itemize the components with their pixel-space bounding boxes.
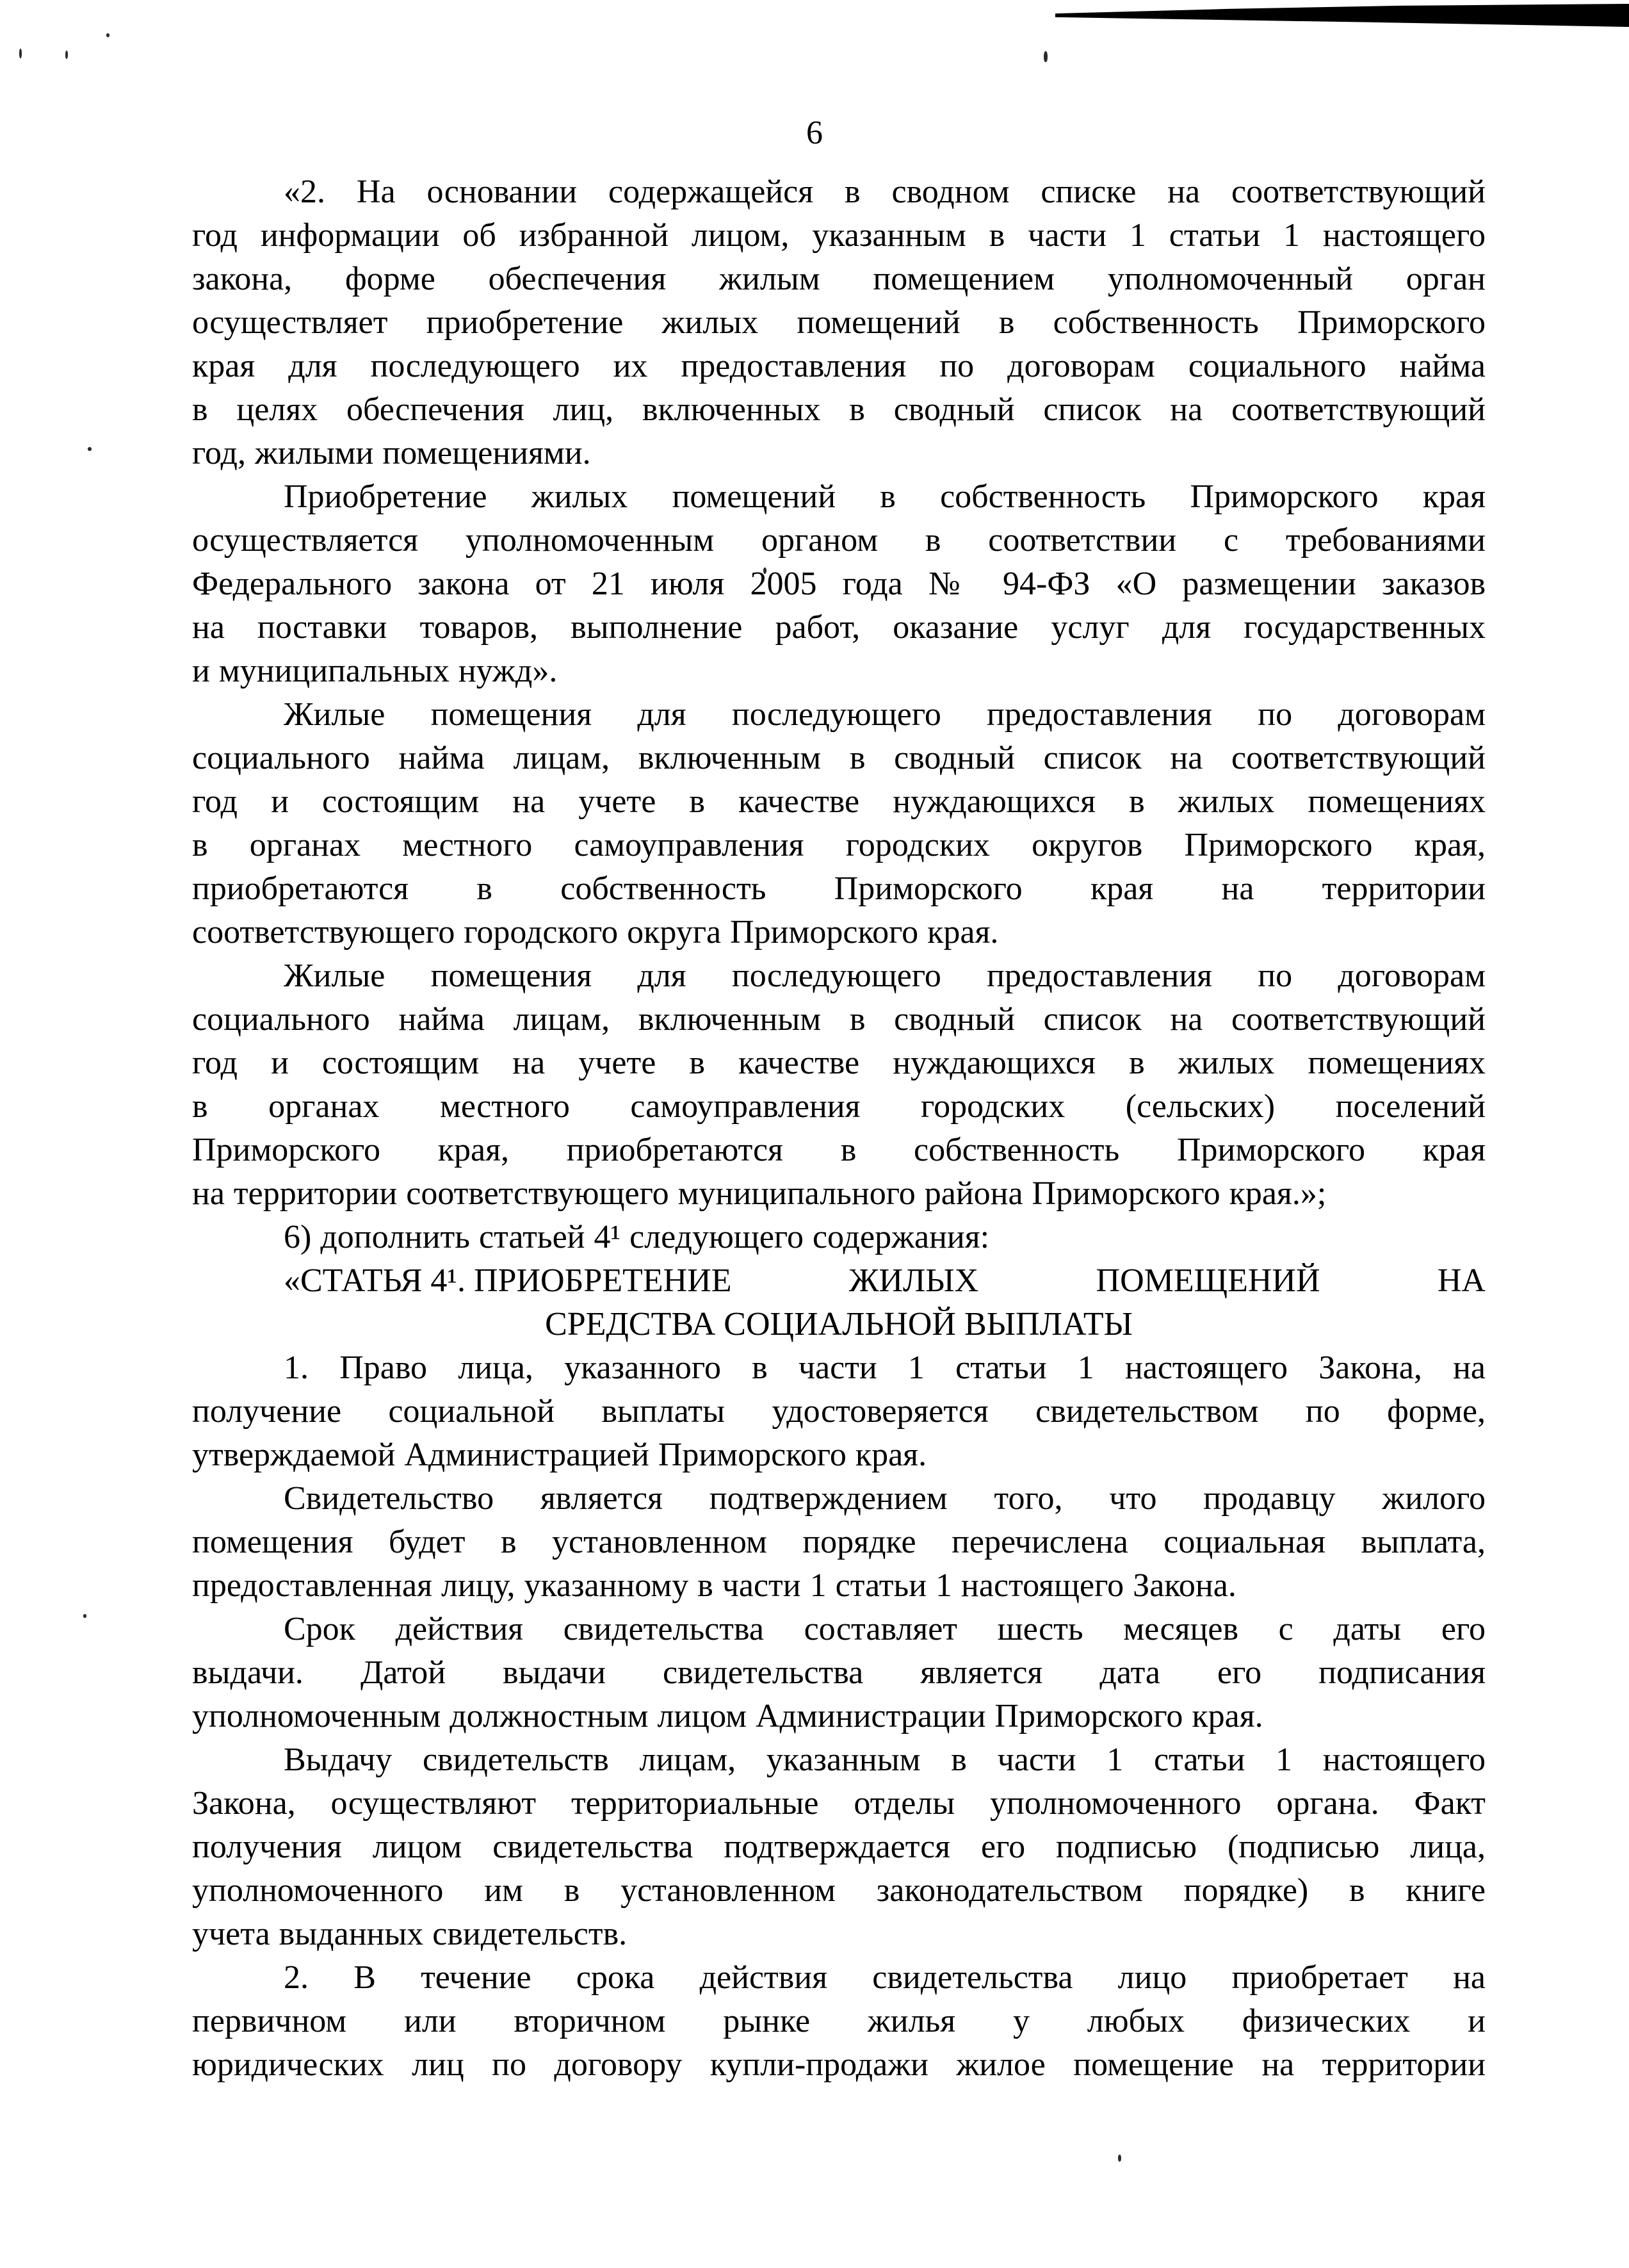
heading-part-word: НА [1437, 1262, 1486, 1299]
article-heading-line-2: СРЕДСТВА СОЦИАЛЬНОЙ ВЫПЛАТЫ [545, 1306, 1133, 1342]
text-line: в органах местного самоуправления городских (сельских) поселений [192, 1088, 1486, 1125]
text-line: получения лицом свидетельства подтверждается его подписью (подписью лица, [192, 1829, 1486, 1865]
paragraph-certificate-right [192, 1346, 1486, 1477]
text-line: уполномоченного им в установленном законодательством порядке) в книге [192, 1872, 1486, 1909]
page-number: 6 [806, 115, 823, 151]
text-line: закона, форме обеспечения жилым помещением уполномоченный орган [192, 261, 1486, 297]
text-line: осуществляет приобретение жилых помещений в собственность Приморского [192, 304, 1486, 341]
paragraph-certificate-confirmation [192, 1477, 1486, 1608]
text-line: помещения будет в установленном порядке перечислена социальная выплата, [192, 1524, 1486, 1560]
scan-artifact-bar [1055, 4, 1629, 27]
text-line: в целях обеспечения лиц, включенных в сводный список на соответствующий [192, 391, 1486, 428]
scan-speck [19, 49, 22, 58]
paragraph-acquisition-94fz [192, 475, 1486, 693]
text-line: год информации об избранной лицом, указанным в части 1 статьи 1 настоящего [192, 217, 1486, 254]
paragraph-sweep-list-part2 [192, 170, 1486, 475]
item-6-amendment-line: 6) дополнить статьей 4¹ следующего содержания: [284, 1219, 990, 1255]
paragraph-rural-settlements [192, 954, 1486, 1216]
scan-speck [65, 51, 68, 59]
text-line: получение социальной выплаты удостоверяется свидетельством по форме, [192, 1393, 1486, 1430]
text-line: социального найма лицам, включенным в сводный список на соответствующий [192, 740, 1486, 776]
text-line: на поставки товаров, выполнение работ, оказание услуг для государственных [192, 609, 1486, 646]
paragraph-city-districts [192, 693, 1486, 954]
text-line: Федерального закона от 21 июля 2005 года № 94-ФЗ «О размещении заказов [192, 566, 1486, 602]
text-line: Свидетельство является подтверждением того, что продавцу жилого [284, 1480, 1486, 1517]
text-line: Выдачу свидетельств лицам, указанным в части 1 статьи 1 настоящего [284, 1742, 1486, 1778]
text-line: на территории соответствующего муниципального района Приморского края.»; [192, 1175, 1327, 1212]
heading-part-word: ЖИЛЫХ [848, 1262, 979, 1299]
text-line: в органах местного самоуправления городских округов Приморского края, [192, 827, 1486, 863]
scan-speck [83, 1614, 86, 1618]
text-line: год, жилыми помещениями. [192, 435, 591, 471]
text-line: Жилые помещения для последующего предоставления по договорам [284, 696, 1486, 733]
text-line: предоставленная лицу, указанному в части 1 статьи 1 настоящего Закона. [192, 1567, 1236, 1604]
scan-speck [88, 447, 92, 451]
text-line: осуществляется уполномоченным органом в соответствии с требованиями [192, 522, 1486, 559]
text-line: Приобретение жилых помещений в собственность Приморского края [284, 478, 1486, 515]
text-line: и муниципальных нужд». [192, 653, 558, 689]
text-line: соответствующего городского округа Приморского края. [192, 914, 999, 950]
paragraph-purchase-market [192, 1956, 1486, 2087]
article-4-1-heading [192, 1259, 1486, 1346]
paragraph-certificate-issuance [192, 1738, 1486, 1956]
scan-speck [1044, 51, 1048, 62]
text-line: выдачи. Датой выдачи свидетельства является дата его подписания [192, 1654, 1486, 1691]
text-line: социального найма лицам, включенным в сводный список на соответствующий [192, 1001, 1486, 1038]
text-line: первичном или вторичном рынке жилья у любых физических и [192, 2003, 1486, 2039]
text-line: Приморского края, приобретаются в собственность Приморского края [192, 1132, 1486, 1168]
text-line: юридических лиц по договору купли-продажи жилое помещение на территории [192, 2046, 1486, 2083]
heading-part-title: «СТАТЬЯ 4¹. ПРИОБРЕТЕНИЕ [284, 1262, 732, 1299]
text-line: учета выданных свидетельств. [192, 1916, 628, 1952]
text-line: год и состоящим на учете в качестве нуждающихся в жилых помещениях [192, 1045, 1486, 1081]
text-line: утверждаемой Администрацией Приморского края. [192, 1437, 927, 1473]
article-heading-line-1 [192, 1259, 1486, 1303]
text-line: Закона, осуществляют территориальные отделы уполномоченного органа. Факт [192, 1785, 1486, 1822]
document-body [192, 170, 1486, 2087]
text-line: края для последующего их предоставления по договорам социального найма [192, 348, 1486, 384]
text-line: приобретаются в собственность Приморского края на территории [192, 870, 1486, 907]
text-line: 1. Право лица, указанного в части 1 статьи 1 настоящего Закона, на [284, 1350, 1486, 1386]
text-line: «2. На основании содержащейся в сводном списке на соответствующий [284, 174, 1486, 210]
text-line: год и состоящим на учете в качестве нуждающихся в жилых помещениях [192, 783, 1486, 820]
scan-speck [1118, 2155, 1121, 2162]
text-line: Жилые помещения для последующего предоставления по договорам [284, 958, 1486, 994]
heading-part-word: ПОМЕЩЕНИЙ [1096, 1262, 1320, 1299]
text-line: Срок действия свидетельства составляет шесть месяцев с даты его [284, 1611, 1486, 1647]
text-line: уполномоченным должностным лицом Администрации Приморского края. [192, 1698, 1263, 1734]
scan-speck [106, 33, 109, 37]
text-line: 2. В течение срока действия свидетельства лицо приобретает на [284, 1959, 1486, 1996]
paragraph-certificate-validity [192, 1608, 1486, 1738]
